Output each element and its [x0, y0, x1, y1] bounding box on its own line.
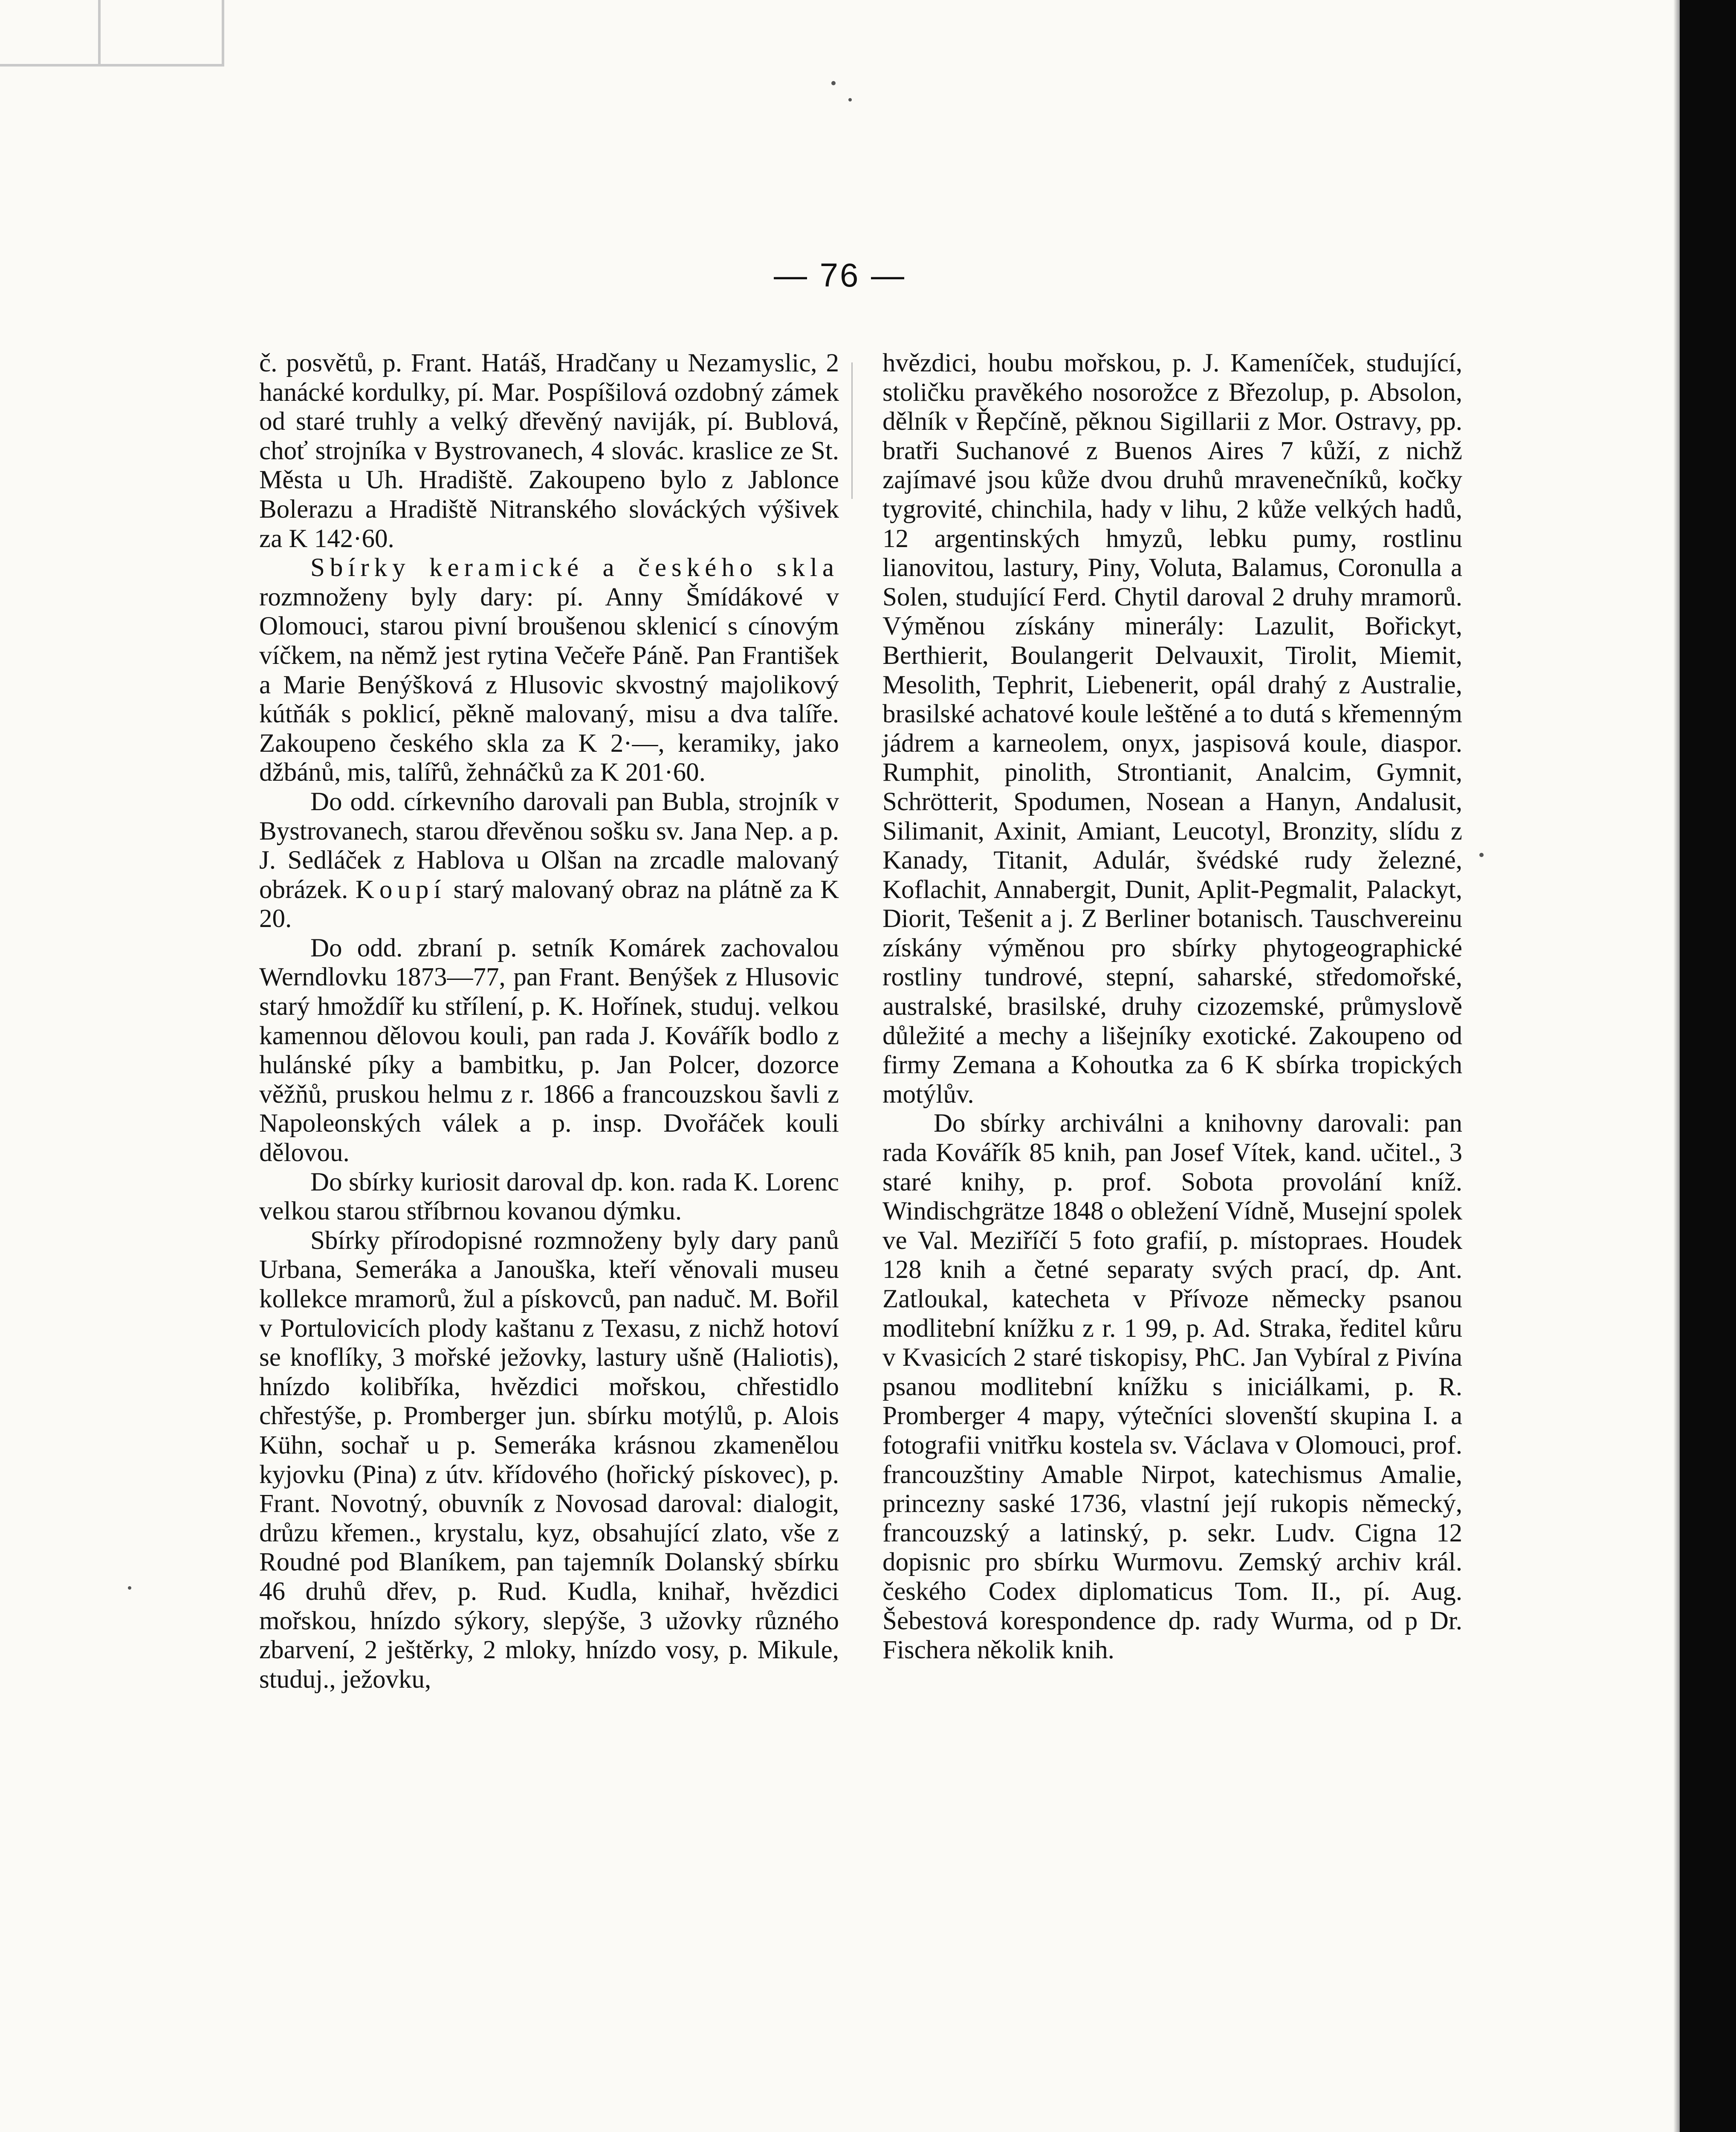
paragraph: hvězdici, houbu mořskou, p. J. Kameníček, studující, stoličku pravěkého nosorožce z Březolup, p. Absolon, dělník v Řepčíně, pěknou Sigillarii z Mor. Ostravy, pp. bratři Suchanové z Buenos Aires 7 kůží, z nichž zajímavé jsou kůže dvou druhů mravenečníků, kočky tygrovité, chinchila, hady v lihu, 2 kůže velkých hadů, 12 argentinských hmyzů, lebku pumy, rostlinu lianovitou, lastury, Piny, Voluta, Balamus, Coronulla a Solen, studující Ferd. Chytil daroval 2 druhy mramorů. Výměnou získány minerály: Lazulit, Bořickyt, Berthierit, Boulangerit Delvauxit, Tirolit, Miemit, Mesolith, Tephrit, Liebenerit, opál drahý z Australie, brasilské achatové koule leštěné a to dutá s křemenným jádrem a karneolem, onyx, jaspisová koule, diaspor. Rumphit, pinolith, Strontianit, Analcim, Gymnit, Schrötterit, Spodumen, Nosean a Hanyn, Andalusit, Silimanit, Axinit, Amiant, Leucotyl, Bronzity, slídu z Kanady, Titanit, Adulár, švédské rudy železné, Koflachit, Annabergit, Dunit, Aplit-Pegmalit, Palackyt, Diorit, Tešenit a j. Z Berliner botanisch. Tauschvereinu získány výměnou pro sbírky phytogeographické rostliny tundrové, stepní, saharské, středomořské, australské, brasilské, druhy cizozemské, průmyslově důležité a mechy a lišejníky exotické. Zakoupeno od firmy Zemana a Kohoutka za 6 K sbírka tropických motýlův.	[882, 349, 1462, 1109]
print-speck	[128, 1586, 131, 1590]
section-heading: Sbírky keramické a českého skla	[310, 553, 839, 582]
print-speck	[1479, 853, 1484, 857]
right-column	[882, 349, 1462, 1665]
paragraph-text: rozmnoženy byly dary: pí. Anny Šmídákové v Olomouci, starou pivní broušenou sklenicí s cínovým víčkem, na němž jest rytina Večeře Páně. Pan František a Marie Benýšková z Hlusovic skvostný majolikový kútňák s poklicí, pěkně malovaný, misu a dva talíře. Zakoupeno českého skla za K 2·—, keramiky, jako džbánů, mis, talířů, žehnáčků za K 201·60.	[259, 582, 839, 787]
paragraph: Do sbírky archiválni a knihovny darovali: pan rada Kovářík 85 knih, pan Josef Vítek, kand. učitel., 3 staré knihy, p. prof. Sobota provolání kníž. Windischgrätze 1848 o obležení Vídně, Musejní spolek ve Val. Meziříčí 5 foto grafií, p. místopraes. Houdek 128 knih a četné separaty svých prací, dp. Ant. Zatloukal, katecheta v Přívoze německy psanou modlitební knížku z r. 1 99, p. Ad. Straka, ředitel kůru v Kvasicích 2 staré tiskopisy, PhC. Jan Vybíral z Pivína psanou modlitební knížku s iniciálkami, p. R. Promberger 4 mapy, výtečníci slovenští skupina I. a fotografii vnitřku kostela sv. Václava v Olomouci, prof. francouzštiny Amable Nirpot, katechismus Amalie, princezny saské 1736, vlastní její rukopis německý, francouzský a latinský, p. sekr. Ludv. Cigna 12 dopisnic pro sbírku Wurmovu. Zemský archiv král. českého Codex diplomaticus Tom. II., pí. Aug. Šebestová korespondence dp. rady Wurma, od p Dr. Fischera několik knih.	[882, 1109, 1462, 1665]
binding-mark	[0, 0, 224, 67]
print-speck	[848, 98, 852, 101]
left-column	[259, 349, 839, 1694]
page-edge-shadow	[1673, 0, 1680, 2132]
paragraph	[259, 553, 839, 788]
emphasis-word: Koupí	[355, 875, 446, 904]
column-divider	[851, 362, 853, 499]
paragraph-text: starý malovaný obraz na plátně za K 20.	[259, 875, 839, 933]
paragraph: Do sbírky kuriosit daroval dp. kon. rada K. Lorenc velkou starou stříbrnou kovanou dýmku.	[259, 1167, 839, 1226]
paragraph: Do odd. zbraní p. setník Komárek zachovalou Werndlovku 1873—77, pan Frant. Benýšek z Hlusovic starý hmoždíř ku střílení, p. K. Hořínek, studuj. velkou kamennou dělovou kouli, pan rada J. Kovářík bodlo z hulánské píky a bambitku, p. Jan Polcer, dozorce věžňů, pruskou helmu z r. 1866 a francouzskou šavli z Napoleonských válek a p. insp. Dvořáček kouli dělovou.	[259, 933, 839, 1167]
paragraph: Sbírky přírodopisné rozmnoženy byly dary panů Urbana, Semeráka a Janouška, kteří věnovali museu kollekce mramorů, žul a pískovců, pan naduč. M. Bořil v Portulovicích plody kaštanu z Texasu, z nichž hotoví se knoflíky, 3 mořské ježovky, lastury ušně (Haliotis), hnízdo kolibříka, hvězdici mořskou, chřestidlo chřestýše, p. Promberger jun. sbírku motýlů, p. Alois Kühn, sochař u p. Semeráka krásnou zkamenělou kyjovku (Pina) z útv. křídového (hořický pískovec), p. Frant. Novotný, obuvník z Novosad daroval: dialogit, drůzu křemen., krystalu, kyz, obsahující zlato, vše z Roudné pod Blaníkem, pan tajemník Dolanský sbírku 46 druhů dřev, p. Rud. Kudla, knihař, hvězdici mořskou, hnízdo sýkory, slepýše, 3 užovky různého zbarvení, 2 ještěrky, 2 mloky, hnízdo vosy, p. Mikule, studuj., ježovku,	[259, 1226, 839, 1694]
paragraph-text: Do odd. církevního darovali pan Bubla, strojník v Bystrovanech, starou dřevěnou sošku sv. Jana Nep. a p. J. Sedláček z Hablova u Olšan na zrcadle malovaný obrázek.	[259, 787, 839, 904]
print-speck	[831, 81, 836, 85]
paragraph	[259, 788, 839, 934]
page-number: — 76 —	[773, 256, 906, 294]
binding-line	[98, 0, 101, 64]
paragraph: č. posvětů, p. Frant. Hatáš, Hradčany u Nezamyslic, 2 hanácké kordulky, pí. Mar. Pospíšilová ozdobný zámek od staré truhly a velký dřevěný naviják, pí. Bublová, choť strojníka v Bystrovanech, 4 slovác. kraslice ze St. Města u Uh. Hradiště. Zakoupeno bylo z Jablonce Bolerazu a Hradiště Nitranského slováckých výšivek za K 142·60.	[259, 349, 839, 553]
